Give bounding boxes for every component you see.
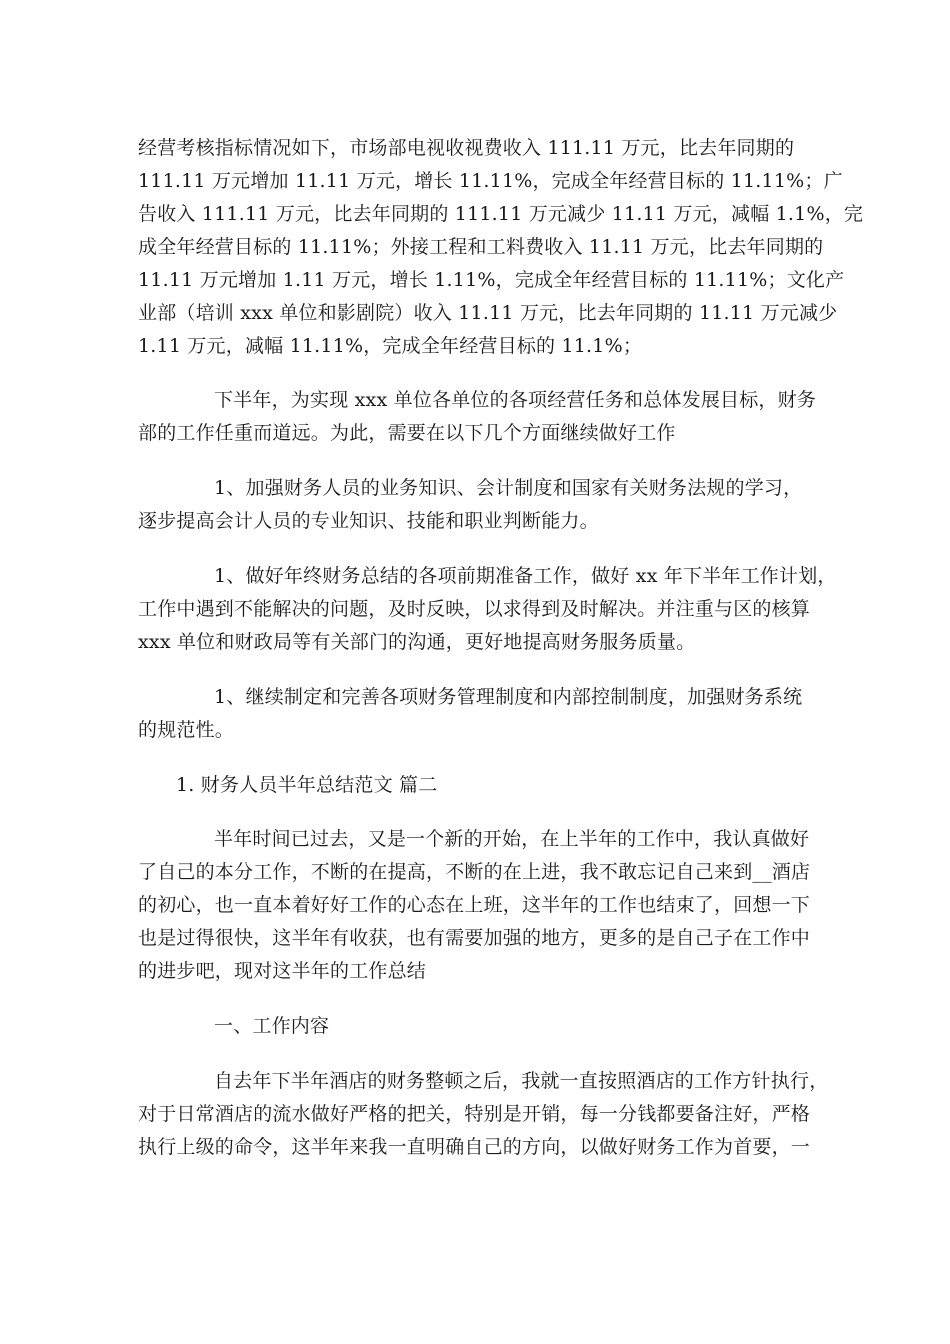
para3-line-1: 1、加强财务人员的业务知识、会计制度和国家有关财务法规的学习， xyxy=(214,477,803,499)
para6-line-4: 也是过得很快，这半年有收获，也有需要加强的地方，更多的是自己子在工作中 xyxy=(138,927,811,949)
para7-line-3: 执行上级的命令，这半年来我一直明确自己的方向，以做好财务工作为首要，一 xyxy=(138,1136,811,1158)
para7-line-2: 对于日常酒店的流水做好严格的把关，特别是开销，每一分钱都要备注好，严格 xyxy=(138,1103,811,1125)
para6-line-3: 的初心，也一直本着好好工作的心态在上班，这半年的工作也结束了，回想一下 xyxy=(138,894,811,916)
para1-line-7: 1.11 万元，减幅 11.11%，完成全年经营目标的 11.1%； xyxy=(138,335,643,357)
para4-line-3: xxx 单位和财政局等有关部门的沟通，更好地提高财务服务质量。 xyxy=(138,631,696,653)
para1-line-5: 11.11 万元增加 1.11 万元，增长 1.11%，完成全年经营目标的 11.11%；文化产 xyxy=(138,269,845,291)
para1-line-4: 成全年经营目标的 11.11%；外接工程和工料费收入 11.11 万元，比去年同期的 xyxy=(138,236,824,258)
para1-line-3: 告收入 111.11 万元，比去年同期的 111.11 万元减少 11.11 万元，减幅 1.1%，完 xyxy=(138,203,864,225)
para2-line-2: 部的工作任重而道远。为此，需要在以下几个方面继续做好工作 xyxy=(138,422,676,444)
para6-line-5: 的进步吧，现对这半年的工作总结 xyxy=(138,960,427,982)
para1-line-6: 业部（培训 xxx 单位和影剧院）收入 11.11 万元，比去年同期的 11.11 万元减少 xyxy=(138,302,838,324)
section-heading: 1. 财务人员半年总结范文 篇二 xyxy=(176,774,438,796)
para3-line-2: 逐步提高会计人员的专业知识、技能和职业判断能力。 xyxy=(138,510,599,532)
para1-line-1: 经营考核指标情况如下，市场部电视收视费收入 111.11 万元，比去年同期的 xyxy=(138,137,795,159)
subsection-title: 一、工作内容 xyxy=(214,1015,330,1037)
para5-line-1: 1、继续制定和完善各项财务管理制度和内部控制制度，加强财务系统 xyxy=(214,686,803,708)
para6-line-2: 了自己的本分工作，不断的在提高，不断的在上进，我不敢忘记自己来到__酒店 xyxy=(138,861,811,883)
para4-line-2: 工作中遇到不能解决的问题，及时反映，以求得到及时解决。并注重与区的核算 xyxy=(138,598,811,620)
para1-line-2: 111.11 万元增加 11.11 万元，增长 11.11%，完成全年经营目标的 11.11%；广 xyxy=(138,170,843,192)
para4-line-1: 1、做好年终财务总结的各项前期准备工作，做好 xx 年下半年工作计划， xyxy=(214,565,837,587)
para7-line-1: 自去年下半年酒店的财务整顿之后，我就一直按照酒店的工作方针执行， xyxy=(214,1070,829,1092)
para2-line-1: 下半年，为实现 xxx 单位各单位的各项经营任务和总体发展目标，财务 xyxy=(214,389,817,411)
para5-line-2: 的规范性。 xyxy=(138,719,235,741)
para6-line-1: 半年时间已过去，又是一个新的开始，在上半年的工作中，我认真做好 xyxy=(214,828,810,850)
